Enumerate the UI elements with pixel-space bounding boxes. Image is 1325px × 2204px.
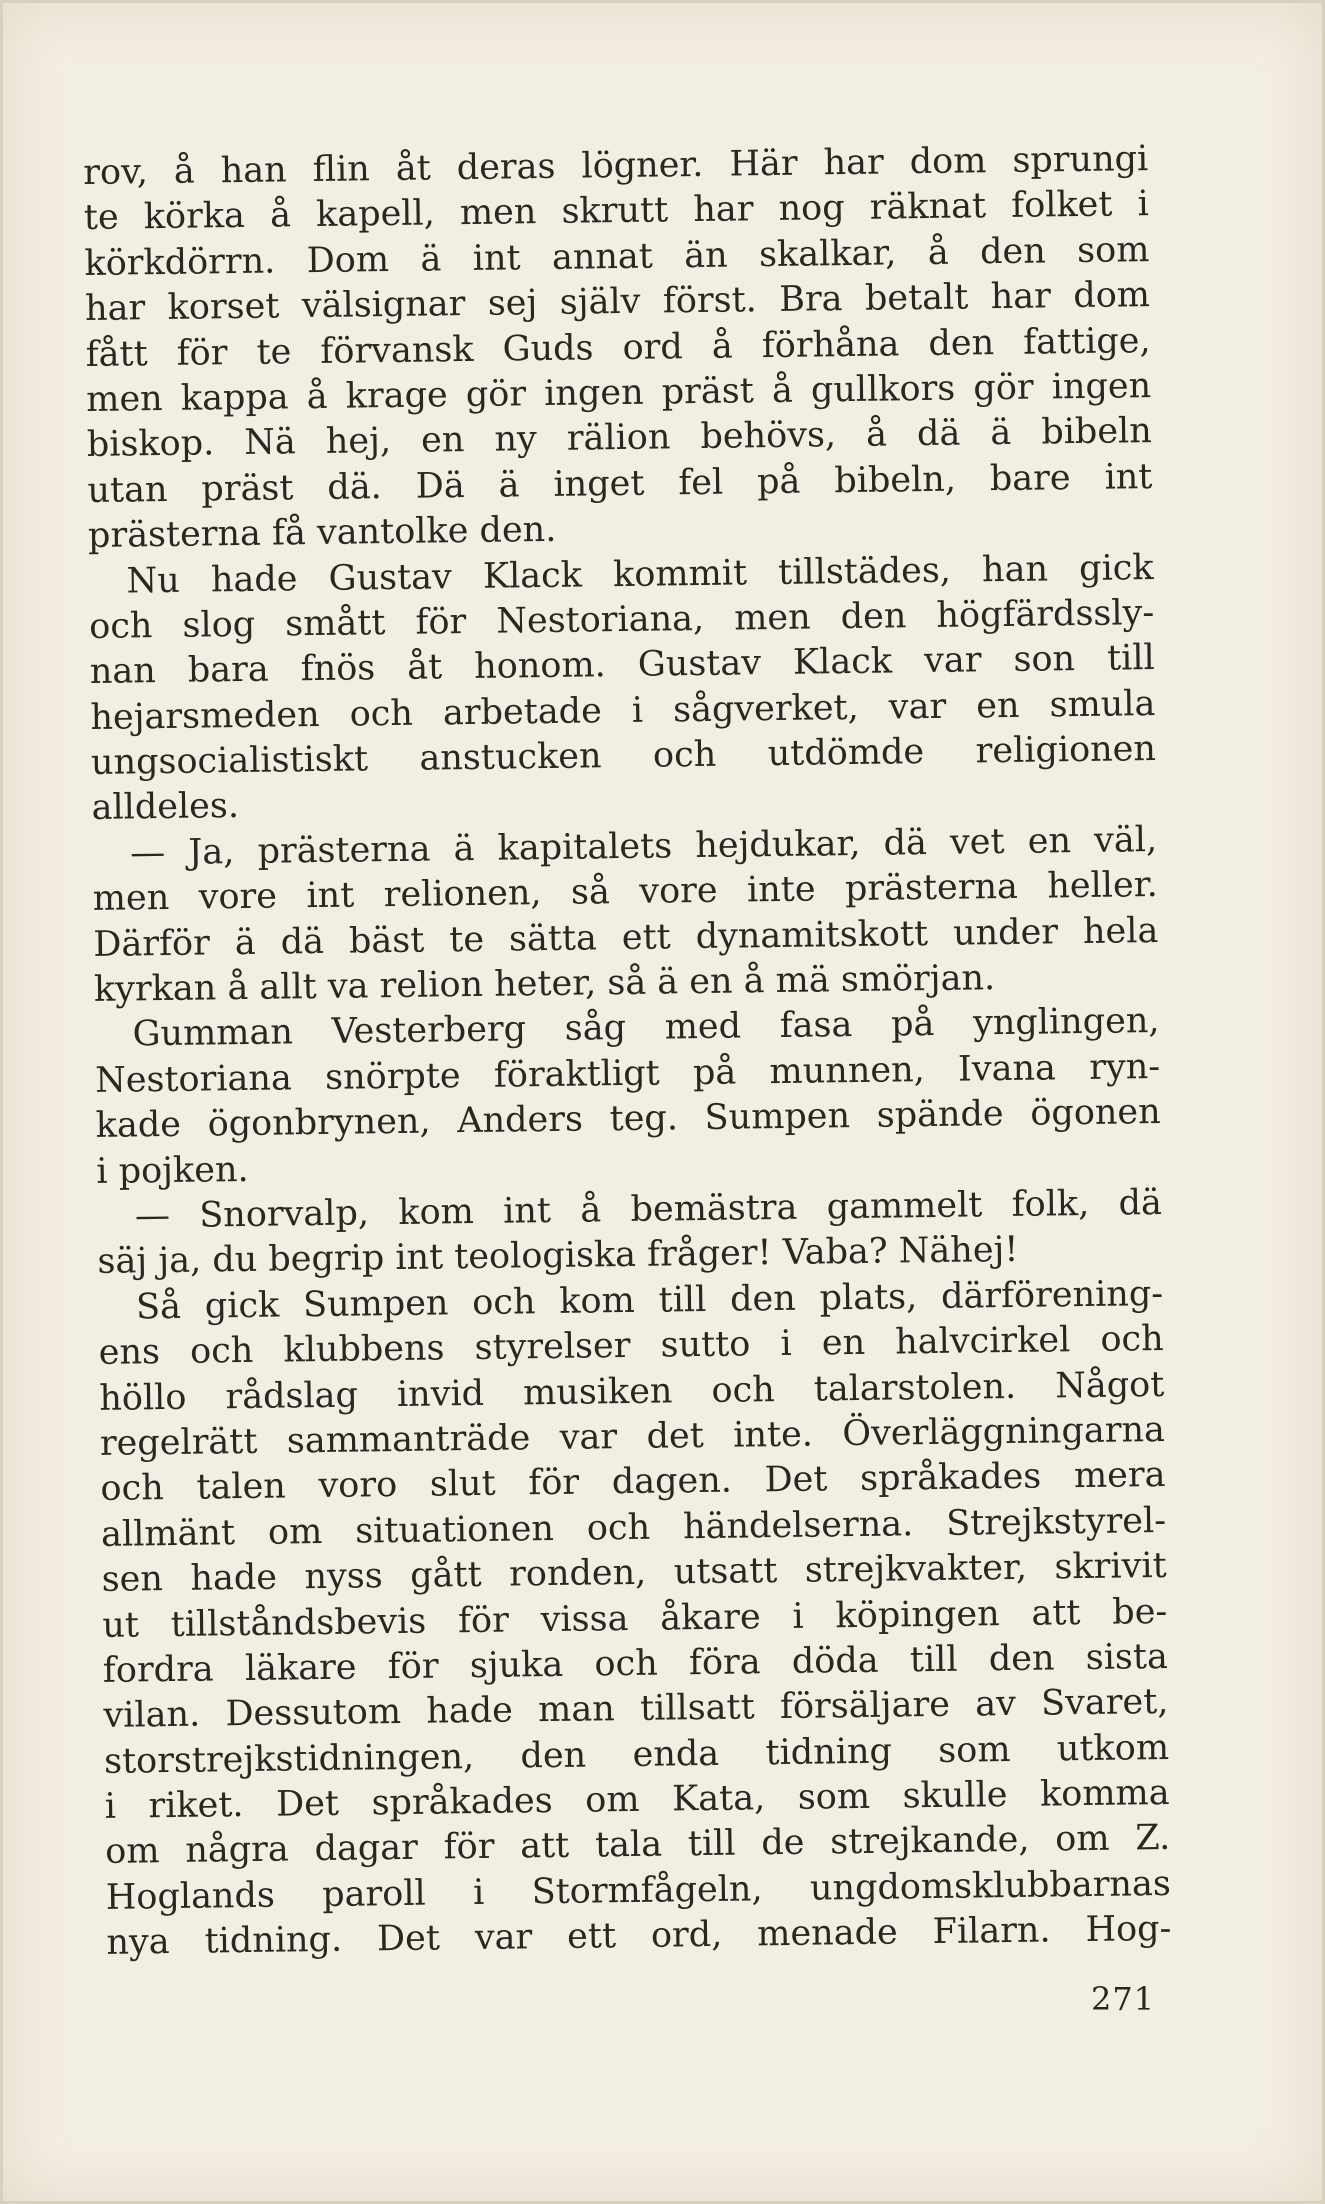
text-line: höllo rådslag invid musiken och talarstolen. Något [99, 1364, 1165, 1419]
text-line: Därför ä dä bäst te sätta ett dynamitskott under hela [93, 910, 1159, 965]
text-line: ut tillståndsbevis för vissa åkare i köpingen att be- [102, 1591, 1168, 1646]
text-line: Hoglands paroll i Stormfågeln, ungdomsklubbarnas [105, 1863, 1172, 1918]
text-line: vilan. Dessutom hade man tillsatt försäljare av Svaret, [103, 1682, 1169, 1737]
text-line: i riket. Det språkades om Kata, som skulle komma [104, 1772, 1170, 1827]
text-line: fått för te förvansk Guds ord å förhåna den fattige, [85, 320, 1151, 375]
text-line: i pojken. [96, 1149, 249, 1192]
text-line: Så gick Sumpen och kom till den plats, därförening- [135, 1273, 1164, 1328]
text-line: ens och klubbens styrelser sutto i en halvcirkel och [98, 1319, 1164, 1374]
text-line: kade ögonbrynen, Anders teg. Sumpen spände ögonen [95, 1092, 1161, 1147]
text-line: prästerna få vantolke den. [87, 509, 557, 557]
text-line: alldeles. [91, 786, 240, 829]
text-line: och talen voro slut för dagen. Det språkades mera [100, 1455, 1166, 1510]
text-line: fordra läkare för sjuka och föra döda till den sista [102, 1636, 1169, 1691]
text-line: säj ja, du begrip int teologiska fråger! Vaba? Nähej! [97, 1230, 1019, 1283]
text-line: men vore int relionen, så vore inte prästerna heller. [92, 865, 1158, 920]
text-line: — Ja, prästerna ä kapitalets hejdukar, dä vet en väl, [129, 819, 1158, 874]
text-line: allmänt om situationen och händelserna. Strejkstyrel- [100, 1500, 1167, 1555]
text-line: storstrejkstidningen, den enda tidning som utkom [103, 1727, 1170, 1782]
text-line: har korset välsignar sej själv först. Bra betalt har dom [84, 275, 1151, 330]
text-line: regelrätt sammanträde var det inte. Överläggningarna [99, 1409, 1166, 1464]
text-line: te körka å kapell, men skrutt har nog räknat folket i [83, 184, 1150, 239]
text-line: nan bara fnös åt honom. Gustav Klack var son till [89, 638, 1155, 693]
text-line: utan präst dä. Dä ä inget fel på bibeln, bare int [87, 456, 1153, 511]
text-line: Nu hade Gustav Klack kommit tillstädes, han gick [126, 547, 1154, 601]
text-line: — Snorvalp, kom int å bemästra gammelt folk, dä [134, 1182, 1163, 1237]
text-line: kyrkan å allt va relion heter, så ä en å mä smörjan. [93, 958, 996, 1010]
text-line: hejarsmeden och arbetade i sågverket, var en smula [90, 683, 1156, 738]
body-text [83, 137, 1172, 1966]
text-line: biskop. Nä hej, en ny rälion behövs, å dä ä bibeln [86, 411, 1153, 466]
text-line: men kappa å krage gör ingen präst å gullkors gör ingen [85, 365, 1152, 420]
text-line: om några dagar för att tala till de strejkande, om Z. [105, 1818, 1171, 1873]
text-line: och slog smått för Nestoriana, men den högfärdssly- [88, 592, 1155, 647]
text-line: rov, å han flin åt deras lögner. Här har dom sprungi [83, 139, 1149, 193]
page-number: 271 [1091, 1980, 1156, 2018]
text-line: nya tidning. Det var ett ord, menade Filarn. Hog- [106, 1909, 1172, 1964]
text-line: Gumman Vesterberg såg med fasa på ynglingen, [132, 1001, 1160, 1055]
text-line: körkdörrn. Dom ä int annat än skalkar, å den som [84, 229, 1150, 284]
text-line: ungsocialistiskt anstucken och utdömde religionen [90, 729, 1157, 784]
text-line: Nestoriana snörpte föraktligt på munnen, Ivana ryn- [94, 1046, 1161, 1101]
text-line: sen hade nyss gått ronden, utsatt strejkvakter, skrivit [101, 1546, 1167, 1600]
